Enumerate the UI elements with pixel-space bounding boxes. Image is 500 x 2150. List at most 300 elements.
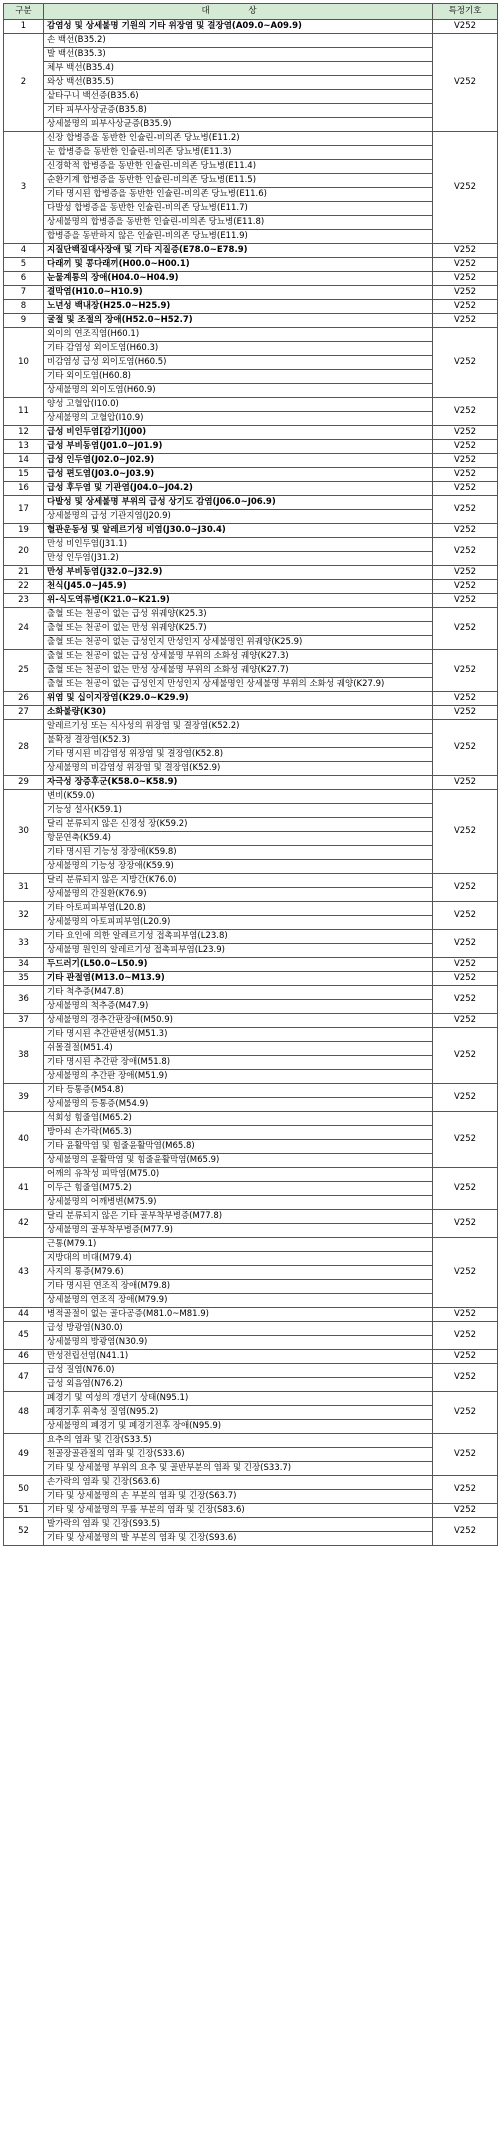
row-description: 급성 외음염(N76.2) <box>44 1378 433 1392</box>
row-description: 상세불명의 추간판 장애(M51.9) <box>44 1070 433 1084</box>
row-description: 기타 및 상세불명의 무릎 부분의 염좌 및 긴장(S83.6) <box>44 1504 433 1518</box>
row-special-code: V252 <box>433 454 498 468</box>
table-row <box>4 1126 498 1140</box>
row-special-code: V252 <box>433 1392 498 1434</box>
table-row <box>4 874 498 888</box>
row-description: 노년성 백내장(H25.0~H25.9) <box>44 300 433 314</box>
row-special-code: V252 <box>433 132 498 244</box>
row-number: 5 <box>4 258 44 272</box>
row-description: 폐경기후 위축성 질염(N95.2) <box>44 1406 433 1420</box>
table-row <box>4 1462 498 1476</box>
row-special-code: V252 <box>433 1210 498 1238</box>
disease-code-table <box>3 3 498 1546</box>
row-number: 45 <box>4 1322 44 1350</box>
row-number: 21 <box>4 566 44 580</box>
table-row <box>4 762 498 776</box>
row-description: 불확정 결장염(K52.3) <box>44 734 433 748</box>
row-description: 출혈 또는 천공이 없는 급성 상세불명 부위의 소화성 궤양(K27.3) <box>44 650 433 664</box>
row-number: 51 <box>4 1504 44 1518</box>
row-special-code: V252 <box>433 580 498 594</box>
row-description: 상세불명의 경추간판장애(M50.9) <box>44 1014 433 1028</box>
table-row <box>4 258 498 272</box>
row-description: 다발성 및 상세불명 부위의 급성 상기도 감염(J06.0~J06.9) <box>44 496 433 510</box>
table-row <box>4 720 498 734</box>
row-description: 눈물계통의 장애(H04.0~H04.9) <box>44 272 433 286</box>
table-row <box>4 62 498 76</box>
row-number: 15 <box>4 468 44 482</box>
table-row <box>4 440 498 454</box>
row-number: 13 <box>4 440 44 454</box>
row-special-code: V252 <box>433 1084 498 1112</box>
row-description: 상세불명의 어깨병변(M75.9) <box>44 1196 433 1210</box>
table-row <box>4 300 498 314</box>
table-row <box>4 1448 498 1462</box>
row-number: 20 <box>4 538 44 566</box>
row-number: 47 <box>4 1364 44 1392</box>
row-description: 기타 명시된 추간판변성(M51.3) <box>44 1028 433 1042</box>
table-row <box>4 202 498 216</box>
row-description: 달리 분류되지 않은 지방간(K76.0) <box>44 874 433 888</box>
row-description: 변비(K59.0) <box>44 790 433 804</box>
table-row <box>4 48 498 62</box>
table-row <box>4 790 498 804</box>
table-row <box>4 1112 498 1126</box>
row-description: 양성 고혈압(I10.0) <box>44 398 433 412</box>
table-row <box>4 314 498 328</box>
table-row <box>4 748 498 762</box>
row-description: 달리 분류되지 않은 기타 골부착부병증(M77.8) <box>44 1210 433 1224</box>
table-row <box>4 286 498 300</box>
row-number: 22 <box>4 580 44 594</box>
table-row <box>4 944 498 958</box>
row-description: 소화불량(K30) <box>44 706 433 720</box>
table-row <box>4 356 498 370</box>
row-number: 12 <box>4 426 44 440</box>
row-special-code: V252 <box>433 272 498 286</box>
table-row <box>4 1224 498 1238</box>
row-description: 천식(J45.0~J45.9) <box>44 580 433 594</box>
row-description: 순환기계 합병증을 동반한 인슐린-비의존 당뇨병(E11.5) <box>44 174 433 188</box>
row-special-code: V252 <box>433 314 498 328</box>
row-number: 19 <box>4 524 44 538</box>
table-row <box>4 342 498 356</box>
table-row <box>4 832 498 846</box>
table-row <box>4 916 498 930</box>
row-special-code: V252 <box>433 930 498 958</box>
row-special-code: V252 <box>433 34 498 132</box>
row-description: 기타 명시된 기능성 장장애(K59.8) <box>44 846 433 860</box>
table-row <box>4 1434 498 1448</box>
row-special-code: V252 <box>433 398 498 426</box>
row-description: 출혈 또는 천공이 없는 만성 상세불명 부위의 소화성 궤양(K27.7) <box>44 664 433 678</box>
table-row <box>4 636 498 650</box>
table-row <box>4 174 498 188</box>
table-row <box>4 244 498 258</box>
table-row <box>4 1392 498 1406</box>
row-description: 급성 방광염(N30.0) <box>44 1322 433 1336</box>
row-special-code: V252 <box>433 972 498 986</box>
row-special-code: V252 <box>433 790 498 874</box>
table-row <box>4 1350 498 1364</box>
table-row <box>4 76 498 90</box>
table-row <box>4 20 498 34</box>
table-row <box>4 1322 498 1336</box>
row-number: 23 <box>4 594 44 608</box>
row-number: 32 <box>4 902 44 930</box>
row-description: 결막염(H10.0~H10.9) <box>44 286 433 300</box>
table-row <box>4 524 498 538</box>
table-row <box>4 104 498 118</box>
row-number: 42 <box>4 1210 44 1238</box>
row-description: 눈 합병증을 동반한 인슐린-비의존 당뇨병(E11.3) <box>44 146 433 160</box>
row-description: 만성 부비동염(J32.0~J32.9) <box>44 566 433 580</box>
row-description: 급성 질염(N76.0) <box>44 1364 433 1378</box>
table-row <box>4 552 498 566</box>
table-row <box>4 1182 498 1196</box>
table-row <box>4 426 498 440</box>
row-special-code: V252 <box>433 1434 498 1476</box>
table-header <box>4 4 498 20</box>
row-special-code: V252 <box>433 524 498 538</box>
row-description: 상세불명의 급성 기관지염(J20.9) <box>44 510 433 524</box>
table-row <box>4 594 498 608</box>
row-description: 상세불명의 연조직 장애(M79.9) <box>44 1294 433 1308</box>
row-description: 기타 명시된 추간판 장애(M51.8) <box>44 1056 433 1070</box>
table-row <box>4 146 498 160</box>
table-row <box>4 1294 498 1308</box>
row-number: 44 <box>4 1308 44 1322</box>
table-row <box>4 216 498 230</box>
row-special-code: V252 <box>433 426 498 440</box>
table-row <box>4 510 498 524</box>
row-number: 11 <box>4 398 44 426</box>
table-row <box>4 776 498 790</box>
row-description: 상세불명의 골부착부병증(M77.9) <box>44 1224 433 1238</box>
row-description: 기타 명시된 연조직 장애(M79.8) <box>44 1280 433 1294</box>
row-description: 샅타구니 백선증(B35.6) <box>44 90 433 104</box>
row-description: 기타 및 상세불명의 발 부분의 염좌 및 긴장(S93.6) <box>44 1532 433 1546</box>
row-number: 28 <box>4 720 44 776</box>
row-description: 신장 합병증을 동반한 인슐린-비의존 당뇨병(E11.2) <box>44 132 433 146</box>
table-row <box>4 622 498 636</box>
row-description: 항문연축(K59.4) <box>44 832 433 846</box>
row-special-code: V252 <box>433 874 498 902</box>
row-description: 요추의 염좌 및 긴장(S33.5) <box>44 1434 433 1448</box>
row-number: 16 <box>4 482 44 496</box>
row-special-code: V252 <box>433 482 498 496</box>
row-special-code: V252 <box>433 440 498 454</box>
row-description: 출혈 또는 천공이 없는 급성인지 만성인지 상세불명인 위궤양(K25.9) <box>44 636 433 650</box>
row-description: 위염 및 십이지장염(K29.0~K29.9) <box>44 692 433 706</box>
row-special-code: V252 <box>433 720 498 776</box>
row-description: 자극성 장증후군(K58.0~K58.9) <box>44 776 433 790</box>
row-special-code: V252 <box>433 1350 498 1364</box>
row-description: 기타 피부사상균증(B35.8) <box>44 104 433 118</box>
table-row <box>4 412 498 426</box>
table-row <box>4 1210 498 1224</box>
table-row <box>4 1378 498 1392</box>
table-row <box>4 958 498 972</box>
table-row <box>4 1098 498 1112</box>
row-number: 25 <box>4 650 44 692</box>
table-row <box>4 132 498 146</box>
table-row <box>4 370 498 384</box>
row-special-code: V252 <box>433 1322 498 1350</box>
row-description: 급성 편도염(J03.0~J03.9) <box>44 468 433 482</box>
row-description: 상세불명의 비감염성 위장염 및 결장염(K52.9) <box>44 762 433 776</box>
row-description: 만성 인두염(J31.2) <box>44 552 433 566</box>
row-number: 8 <box>4 300 44 314</box>
row-number: 27 <box>4 706 44 720</box>
row-number: 2 <box>4 34 44 132</box>
row-description: 상세불명의 폐경기 및 폐경기전후 장애(N95.9) <box>44 1420 433 1434</box>
row-description: 상세불명의 기능성 장장애(K59.9) <box>44 860 433 874</box>
row-description: 만성 비인두염(J31.1) <box>44 538 433 552</box>
table-row <box>4 482 498 496</box>
row-special-code: V252 <box>433 286 498 300</box>
row-description: 발가락의 염좌 및 긴장(S93.5) <box>44 1518 433 1532</box>
table-row <box>4 90 498 104</box>
row-number: 49 <box>4 1434 44 1476</box>
row-description: 위-식도역류병(K21.0~K21.9) <box>44 594 433 608</box>
row-special-code: V252 <box>433 1476 498 1504</box>
row-description: 상세불명의 합병증을 동반한 인슐린-비의존 당뇨병(E11.8) <box>44 216 433 230</box>
row-description: 혈관운동성 및 알레르기성 비염(J30.0~J30.4) <box>44 524 433 538</box>
row-description: 다래끼 및 콩다래끼(H00.0~H00.1) <box>44 258 433 272</box>
row-number: 1 <box>4 20 44 34</box>
row-description: 상세불명의 윤활막염 및 힘줄윤활막염(M65.9) <box>44 1154 433 1168</box>
table-row <box>4 1238 498 1252</box>
row-special-code: V252 <box>433 300 498 314</box>
table-row <box>4 706 498 720</box>
row-description: 외이의 연조직염(H60.1) <box>44 328 433 342</box>
row-special-code: V252 <box>433 566 498 580</box>
row-number: 34 <box>4 958 44 972</box>
table-row <box>4 972 498 986</box>
row-description: 기타 명시된 비감염성 위장염 및 결장염(K52.8) <box>44 748 433 762</box>
row-number: 29 <box>4 776 44 790</box>
row-number: 17 <box>4 496 44 524</box>
row-description: 상세불명의 척추증(M47.9) <box>44 1000 433 1014</box>
table-row <box>4 384 498 398</box>
row-special-code: V252 <box>433 20 498 34</box>
table-row <box>4 1000 498 1014</box>
table-row <box>4 902 498 916</box>
header-special-code: 특정기호 <box>433 4 498 20</box>
row-number: 36 <box>4 986 44 1014</box>
table-row <box>4 1280 498 1294</box>
row-number: 6 <box>4 272 44 286</box>
row-description: 기타 윤활막염 및 힘줄윤활막염(M65.8) <box>44 1140 433 1154</box>
row-description: 어깨의 유착성 피막염(M75.0) <box>44 1168 433 1182</box>
table-row <box>4 1336 498 1350</box>
row-description: 합병증을 동반하지 않은 인슐린-비의존 당뇨병(E11.9) <box>44 230 433 244</box>
row-description: 상세불명의 고혈압(I10.9) <box>44 412 433 426</box>
table-row <box>4 468 498 482</box>
row-description: 기타 감염성 외이도염(H60.3) <box>44 342 433 356</box>
row-special-code: V252 <box>433 1014 498 1028</box>
table-row <box>4 664 498 678</box>
row-description: 상세불명 원인의 알레르기성 접촉피부염(L23.9) <box>44 944 433 958</box>
row-special-code: V252 <box>433 986 498 1014</box>
row-number: 43 <box>4 1238 44 1308</box>
table-row <box>4 734 498 748</box>
row-description: 사지의 통증(M79.6) <box>44 1266 433 1280</box>
table-row <box>4 328 498 342</box>
row-description: 두드러기(L50.0~L50.9) <box>44 958 433 972</box>
row-description: 급성 인두염(J02.0~J02.9) <box>44 454 433 468</box>
row-special-code: V252 <box>433 1168 498 1210</box>
table-row <box>4 860 498 874</box>
row-description: 급성 후두염 및 기관염(J04.0~J04.2) <box>44 482 433 496</box>
table-row <box>4 1490 498 1504</box>
header-category: 구분 <box>4 4 44 20</box>
table-row <box>4 160 498 174</box>
row-description: 출혈 또는 천공이 없는 급성인지 만성인지 상세불명인 상세불명 부위의 소화성 궤양(K27.9) <box>44 678 433 692</box>
row-description: 지질단백질대사장애 및 기타 지질증(E78.0~E78.9) <box>44 244 433 258</box>
row-description: 기타 명시된 합병증을 동반한 인슐린-비의존 당뇨병(E11.6) <box>44 188 433 202</box>
table-row <box>4 678 498 692</box>
row-description: 알레르기성 또는 식사성의 위장염 및 결장염(K52.2) <box>44 720 433 734</box>
table-row <box>4 118 498 132</box>
row-number: 3 <box>4 132 44 244</box>
row-description: 쉬몰결절(M51.4) <box>44 1042 433 1056</box>
table-row <box>4 1140 498 1154</box>
table-row <box>4 188 498 202</box>
table-row <box>4 650 498 664</box>
row-description: 기타 척추증(M47.8) <box>44 986 433 1000</box>
row-number: 41 <box>4 1168 44 1210</box>
row-description: 병적골절이 없는 골다공증(M81.0~M81.9) <box>44 1308 433 1322</box>
table-row <box>4 1406 498 1420</box>
table-row <box>4 538 498 552</box>
table-row <box>4 580 498 594</box>
table-row <box>4 1014 498 1028</box>
row-special-code: V252 <box>433 902 498 930</box>
table-row <box>4 930 498 944</box>
row-description: 와상 백선(B35.5) <box>44 76 433 90</box>
row-description: 출혈 또는 천공이 없는 만성 위궤양(K25.7) <box>44 622 433 636</box>
row-description: 기타 및 상세불명 부위의 요추 및 골반부분의 염좌 및 긴장(S33.7) <box>44 1462 433 1476</box>
row-description: 상세불명의 방광염(N30.9) <box>44 1336 433 1350</box>
row-number: 33 <box>4 930 44 958</box>
row-special-code: V252 <box>433 1238 498 1308</box>
row-description: 급성 부비동염(J01.0~J01.9) <box>44 440 433 454</box>
row-special-code: V252 <box>433 692 498 706</box>
row-special-code: V252 <box>433 650 498 692</box>
row-number: 38 <box>4 1028 44 1084</box>
row-description: 급성 비인두염[감기](J00) <box>44 426 433 440</box>
table-row <box>4 1084 498 1098</box>
row-number: 31 <box>4 874 44 902</box>
row-description: 기타 아토피피부염(L20.8) <box>44 902 433 916</box>
row-description: 상세불명의 간질환(K76.9) <box>44 888 433 902</box>
row-description: 석회성 힘줄염(M65.2) <box>44 1112 433 1126</box>
table-row <box>4 818 498 832</box>
row-description: 천골장골관절의 염좌 및 긴장(S33.6) <box>44 1448 433 1462</box>
table-row <box>4 846 498 860</box>
row-special-code: V252 <box>433 1518 498 1546</box>
row-description: 상세불명의 아토피피부염(L20.9) <box>44 916 433 930</box>
table-row <box>4 1476 498 1490</box>
row-number: 52 <box>4 1518 44 1546</box>
row-special-code: V252 <box>433 468 498 482</box>
row-number: 7 <box>4 286 44 300</box>
row-description: 달리 분류되지 않은 신경성 장(K59.2) <box>44 818 433 832</box>
row-number: 37 <box>4 1014 44 1028</box>
table-row <box>4 1196 498 1210</box>
row-number: 35 <box>4 972 44 986</box>
row-description: 출혈 또는 천공이 없는 급성 위궤양(K25.3) <box>44 608 433 622</box>
header-target: 대 상 <box>44 4 433 20</box>
table-body <box>4 20 498 1546</box>
table-row <box>4 398 498 412</box>
row-number: 46 <box>4 1350 44 1364</box>
table-row <box>4 1364 498 1378</box>
row-description: 굴절 및 조절의 장애(H52.0~H52.7) <box>44 314 433 328</box>
table-row <box>4 566 498 580</box>
row-description: 만성전립선염(N41.1) <box>44 1350 433 1364</box>
row-description: 다발성 합병증을 동반한 인슐린-비의존 당뇨병(E11.7) <box>44 202 433 216</box>
row-description: 기타 및 상세불명의 손 부분의 염좌 및 긴장(S63.7) <box>44 1490 433 1504</box>
row-description: 상세불명의 외이도염(H60.9) <box>44 384 433 398</box>
row-description: 기타 관절염(M13.0~M13.9) <box>44 972 433 986</box>
row-description: 손 백선(B35.2) <box>44 34 433 48</box>
table-row <box>4 1168 498 1182</box>
row-number: 10 <box>4 328 44 398</box>
row-description: 폐경기 및 여성의 갱년기 상태(N95.1) <box>44 1392 433 1406</box>
row-description: 손가락의 염좌 및 긴장(S63.6) <box>44 1476 433 1490</box>
row-number: 26 <box>4 692 44 706</box>
row-special-code: V252 <box>433 958 498 972</box>
row-description: 비감염성 급성 외이도염(H60.5) <box>44 356 433 370</box>
row-description: 기타 외이도염(H60.8) <box>44 370 433 384</box>
row-description: 발 백선(B35.3) <box>44 48 433 62</box>
row-description: 상세불명의 등통증(M54.9) <box>44 1098 433 1112</box>
row-number: 48 <box>4 1392 44 1434</box>
row-special-code: V252 <box>433 258 498 272</box>
row-number: 50 <box>4 1476 44 1504</box>
row-description: 기능성 설사(K59.1) <box>44 804 433 818</box>
row-description: 감염성 및 상세불명 기원의 기타 위장염 및 결장염(A09.0~A09.9) <box>44 20 433 34</box>
table-row <box>4 454 498 468</box>
table-row <box>4 1070 498 1084</box>
row-description: 기타 요인에 의한 알레르기성 접촉피부염(L23.8) <box>44 930 433 944</box>
row-special-code: V252 <box>433 608 498 650</box>
row-description: 방아쇠 손가락(M65.3) <box>44 1126 433 1140</box>
table-row <box>4 1028 498 1042</box>
table-row <box>4 1056 498 1070</box>
table-row <box>4 1504 498 1518</box>
row-special-code: V252 <box>433 776 498 790</box>
row-special-code: V252 <box>433 706 498 720</box>
row-special-code: V252 <box>433 1112 498 1168</box>
table-row <box>4 496 498 510</box>
row-special-code: V252 <box>433 1504 498 1518</box>
table-row <box>4 1420 498 1434</box>
row-description: 체부 백선(B35.4) <box>44 62 433 76</box>
row-number: 9 <box>4 314 44 328</box>
row-description: 상세불명의 피부사상균증(B35.9) <box>44 118 433 132</box>
row-description: 지방대의 비대(M79.4) <box>44 1252 433 1266</box>
row-description: 이두근 힘줄염(M75.2) <box>44 1182 433 1196</box>
row-description: 신경학적 합병증을 동반한 인슐린-비의존 당뇨병(E11.4) <box>44 160 433 174</box>
row-number: 40 <box>4 1112 44 1168</box>
row-number: 24 <box>4 608 44 650</box>
row-number: 30 <box>4 790 44 874</box>
row-special-code: V252 <box>433 594 498 608</box>
row-special-code: V252 <box>433 1028 498 1084</box>
